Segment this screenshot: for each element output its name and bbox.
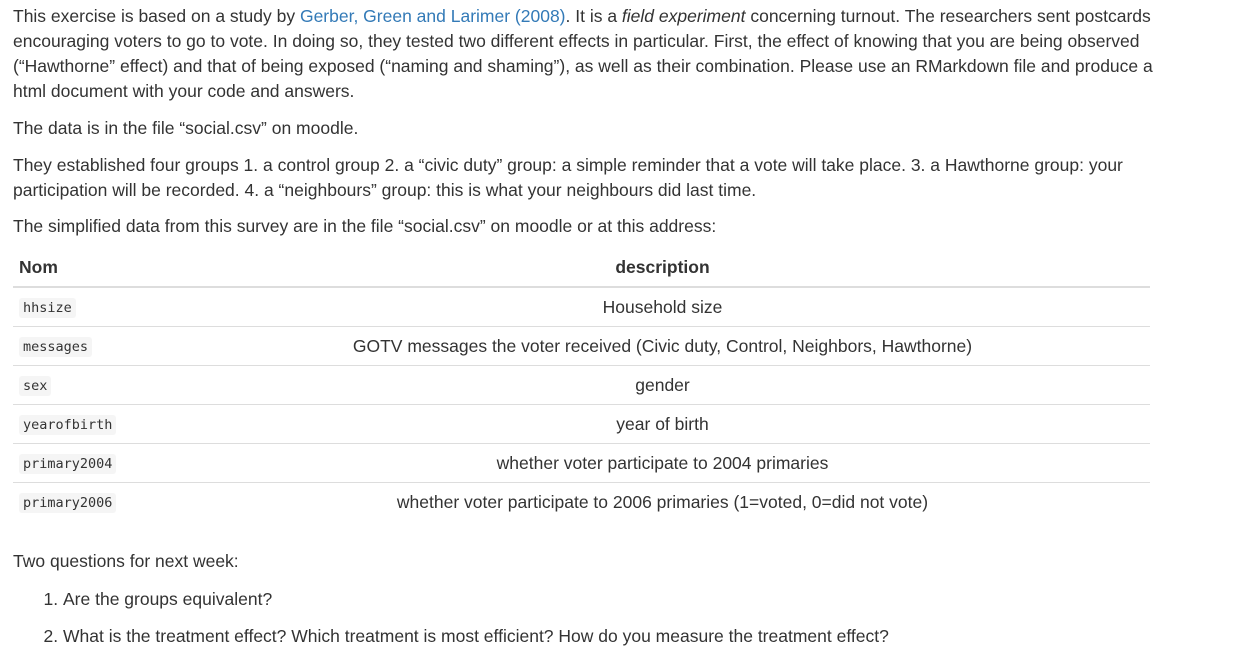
row-name-cell xyxy=(13,327,175,366)
variable-name: sex xyxy=(19,376,51,396)
list-item: 2. What is the treatment effect? Which treatment is most efficient? How do you measure the treatment effect? xyxy=(63,624,1153,649)
table-row xyxy=(13,287,1150,327)
variable-name: primary2006 xyxy=(19,493,116,513)
variable-name: yearofbirth xyxy=(19,415,116,435)
intro-text-1: This exercise is based on a study by xyxy=(13,6,300,26)
row-description-cell: whether voter participate to 2004 primaries xyxy=(175,444,1150,483)
row-description-cell: whether voter participate to 2006 primaries (1=voted, 0=did not vote) xyxy=(175,483,1150,522)
variable-name: messages xyxy=(19,337,92,357)
table-row xyxy=(13,366,1150,405)
row-description-cell: gender xyxy=(175,366,1150,405)
intro-emphasis: field experiment xyxy=(621,6,746,26)
table-header-row xyxy=(13,249,1150,287)
data-note-paragraph: The data is in the file “social.csv” on moodle. xyxy=(13,118,359,138)
header-description: description xyxy=(175,249,1150,287)
row-name-cell xyxy=(13,444,175,483)
variable-name: primary2004 xyxy=(19,454,116,474)
row-name-cell xyxy=(13,405,175,444)
row-description-cell: year of birth xyxy=(175,405,1150,444)
table-row xyxy=(13,444,1150,483)
table-row xyxy=(13,483,1150,522)
variables-table xyxy=(13,249,1150,521)
groups-paragraph: They established four groups 1. a control group 2. a “civic duty” group: a simple reminder that a vote will take place. 3. a Hawthorne group: your participation will be recorded. 4. a “neighbours” group: this is what your neighbours did last time. xyxy=(13,155,1123,200)
row-name-cell xyxy=(13,287,175,327)
document-body xyxy=(13,4,1153,661)
row-name-cell xyxy=(13,366,175,405)
list-item: 1. Are the groups equivalent? xyxy=(63,587,1153,612)
simplified-data-paragraph: The simplified data from this survey are in the file “social.csv” on moodle or at this address: xyxy=(13,216,717,236)
table-row xyxy=(13,327,1150,366)
intro-text-3: concerning turnout. The researchers sent postcards encouraging voters to go to vote. In doing so, they tested two different effects in particular. First, the effect of knowing that you are being observed (“Hawthorne” effect) and that of being exposed (“naming and shaming”), as well as their combination. Please use an RMarkdown file and produce a html document with your code and answers. xyxy=(13,6,1153,101)
header-name: Nom xyxy=(13,249,175,287)
row-name-cell xyxy=(13,483,175,522)
questions-list xyxy=(13,587,1153,649)
variable-name: hhsize xyxy=(19,298,76,318)
table-row xyxy=(13,405,1150,444)
row-description-cell: Household size xyxy=(602,296,723,317)
intro-text-2: . It is a xyxy=(565,6,622,26)
row-description-cell: GOTV messages the voter received (Civic duty, Control, Neighbors, Hawthorne) xyxy=(175,327,1150,366)
questions-intro: Two questions for next week: xyxy=(13,551,239,571)
study-reference-link[interactable]: Gerber, Green and Larimer (2008) xyxy=(299,6,566,26)
intro-paragraph xyxy=(13,4,1153,104)
